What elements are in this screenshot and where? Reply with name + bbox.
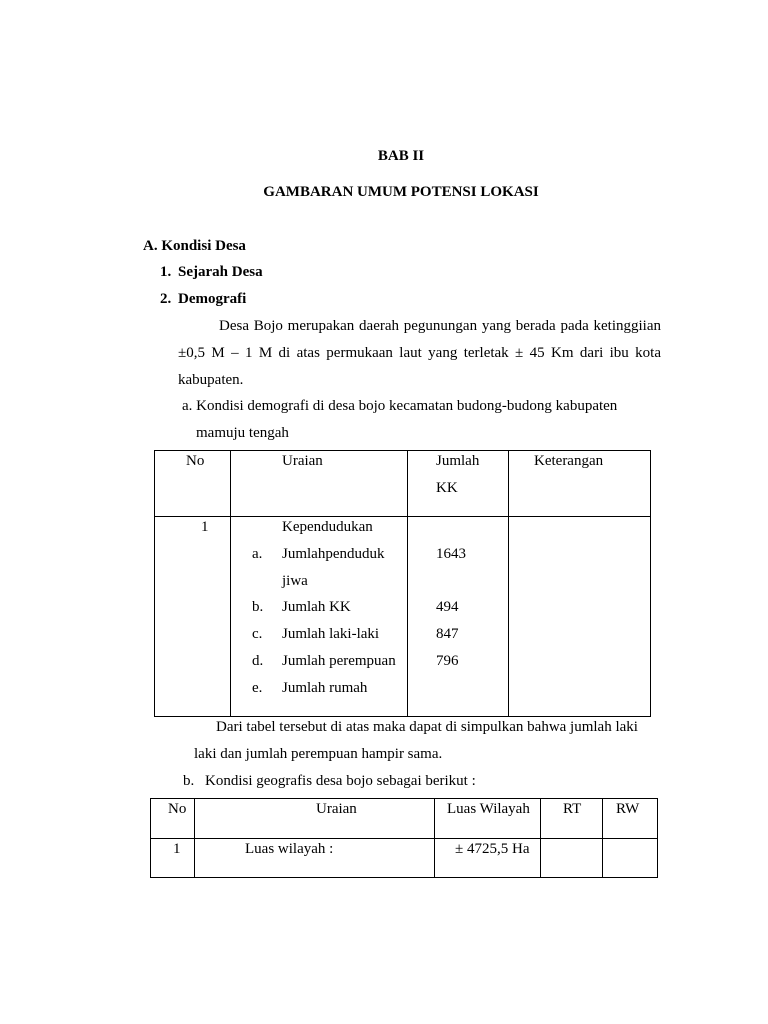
table-border: [508, 450, 509, 717]
table-row-value: 847: [436, 626, 459, 642]
table-row-label: Jumlah laki-laki: [282, 626, 380, 642]
table-row-letter: d.: [252, 653, 264, 669]
chapter-heading: BAB II: [377, 148, 425, 164]
table-row-letter: c.: [252, 626, 263, 642]
table-header-rt: RT: [563, 801, 582, 817]
table-row-label: jiwa: [282, 573, 308, 589]
table-border: [230, 450, 231, 717]
paragraph-line: kabupaten.: [178, 372, 244, 388]
subheading-demografi: Demografi: [178, 291, 247, 307]
table-border: [540, 798, 541, 878]
list-number-2: 2.: [160, 291, 172, 307]
table-header-uraian: Uraian: [282, 453, 323, 469]
table-cell-uraian: Luas wilayah :: [245, 841, 334, 857]
table-border: [154, 716, 651, 717]
table-header-keterangan: Keterangan: [534, 453, 604, 469]
table-border: [650, 450, 651, 717]
section-heading-kondisi-desa: A. Kondisi Desa: [143, 238, 246, 254]
table-header-luas-wilayah: Luas Wilayah: [447, 801, 530, 817]
table-cell-no: 1: [173, 841, 181, 857]
table-border: [150, 877, 658, 878]
page-title: GAMBARAN UMUM POTENSI LOKASI: [263, 184, 539, 200]
table-border: [150, 798, 151, 878]
table-border: [194, 798, 195, 878]
table-row-label: Jumlah KK: [282, 599, 351, 615]
table-cell-group: Kependudukan: [282, 519, 373, 535]
table-header-rw: RW: [616, 801, 640, 817]
table-border: [602, 798, 603, 878]
table-cell-no: 1: [201, 519, 209, 535]
table-row-letter: a.: [252, 546, 263, 562]
subsection-b-text: Kondisi geografis desa bojo sebagai berikut :: [205, 773, 476, 789]
table-row-letter: b.: [252, 599, 264, 615]
table-border: [657, 798, 658, 878]
subsection-b-letter: b.: [183, 773, 195, 789]
table-header-jumlah-kk: KK: [436, 480, 458, 496]
subsection-a-line2: mamuju tengah: [196, 425, 289, 441]
table-border: [154, 450, 651, 451]
subheading-sejarah-desa: Sejarah Desa: [178, 264, 263, 280]
conclusion-line1: Dari tabel tersebut di atas maka dapat di simpulkan bahwa jumlah laki: [216, 719, 638, 735]
table-header-no: No: [168, 801, 187, 817]
table-row-letter: e.: [252, 680, 263, 696]
table-border: [150, 798, 658, 799]
conclusion-line2: laki dan jumlah perempuan hampir sama.: [194, 746, 443, 762]
table-row-value: 796: [436, 653, 459, 669]
table-border: [434, 798, 435, 878]
table-header-no: No: [186, 453, 205, 469]
table-border: [407, 450, 408, 717]
table-border: [154, 516, 651, 517]
table-cell-luas: ± 4725,5 Ha: [455, 841, 530, 857]
table-row-value: 1643: [436, 546, 466, 562]
list-number-1: 1.: [160, 264, 172, 280]
paragraph-line: ±0,5 M – 1 M di atas permukaan laut yang terletak ± 45 Km dari ibu kota: [178, 345, 661, 361]
subsection-a-line1: a. Kondisi demografi di desa bojo kecamatan budong-budong kabupaten: [182, 398, 618, 414]
table-row-value: 494: [436, 599, 459, 615]
table-row-label: Jumlahpenduduk: [282, 546, 385, 562]
table-header-jumlah: Jumlah: [436, 453, 480, 469]
table-header-uraian: Uraian: [316, 801, 357, 817]
table-border: [150, 838, 658, 839]
table-border: [154, 450, 155, 717]
table-row-label: Jumlah perempuan: [282, 653, 396, 669]
paragraph-line: Desa Bojo merupakan daerah pegunungan yang berada pada ketinggiian: [219, 318, 661, 334]
table-row-label: Jumlah rumah: [282, 680, 368, 696]
